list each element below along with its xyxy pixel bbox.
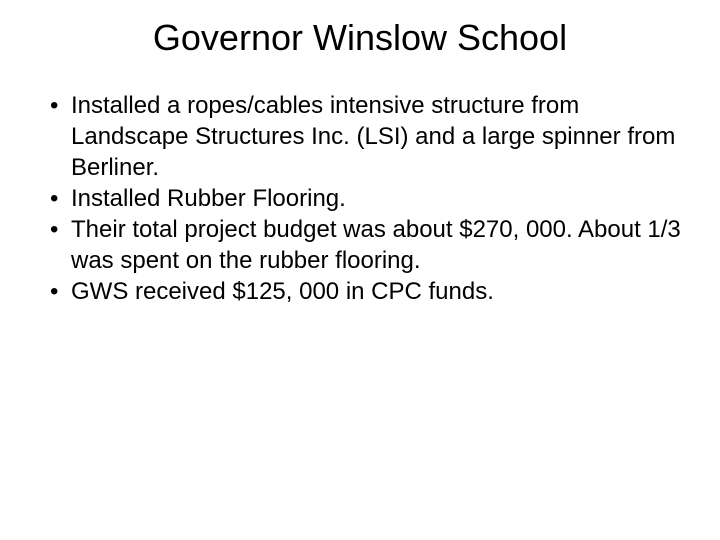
slide-title: Governor Winslow School xyxy=(152,17,568,58)
bullet-dot-icon: • xyxy=(50,216,59,243)
bullet-item xyxy=(50,183,700,214)
bullet-item xyxy=(50,276,700,307)
bullet-dot-icon: • xyxy=(50,278,59,305)
bullet-dot-icon: • xyxy=(50,92,59,119)
bullet-text: GWS received $125, 000 in CPC funds. xyxy=(71,278,494,305)
bullet-text: Their total project budget was about $270, 000. About 1/3 was spent on the rubber flooring. xyxy=(71,216,681,274)
bullet-dot-icon: • xyxy=(50,185,59,212)
bullet-item xyxy=(50,214,700,276)
bullet-item xyxy=(50,90,700,183)
bullet-text: Installed Rubber Flooring. xyxy=(71,185,346,212)
bullet-list xyxy=(50,90,700,307)
bullet-text: Installed a ropes/cables intensive structure from Landscape Structures Inc. (LSI) and a large spinner from Berliner. xyxy=(71,92,676,181)
